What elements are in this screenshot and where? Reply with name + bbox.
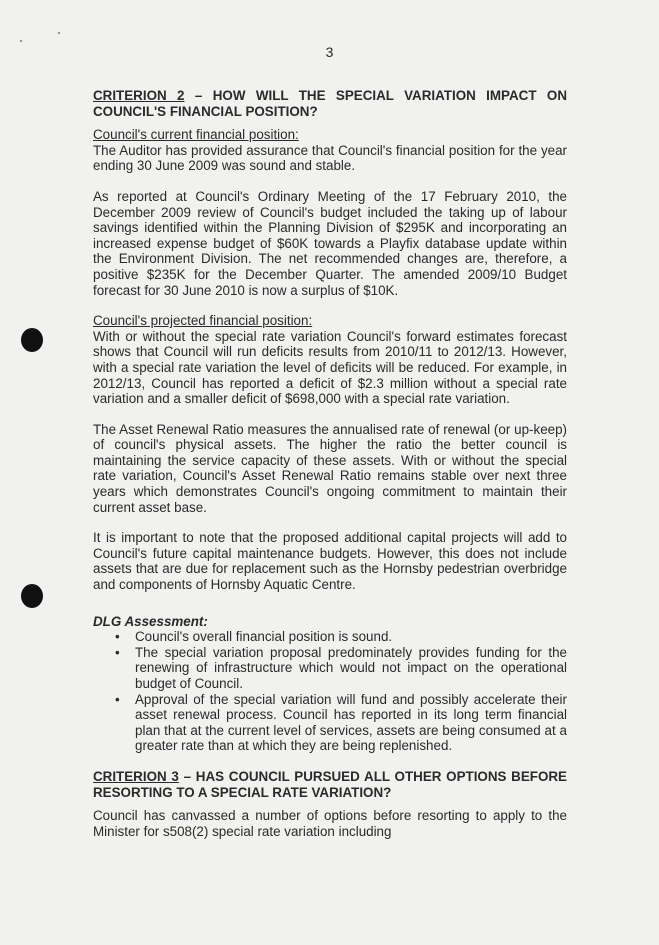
criterion-3-para-1: Council has canvassed a number of options before resorting to apply to the Minister for s508(2) special rate variation including bbox=[93, 808, 567, 839]
bullet-icon: • bbox=[115, 644, 120, 660]
projected-position-para-1: With or without the special rate variation Council's forward estimates forecast shows that Council will run deficits results from 2010/11 to 2012/13. However, with a special rate variation the level of deficits will be reduced. For example, in 2012/13, Council has reported a deficit of $2.3 million without a special rate variation and a smaller deficit of $698,000 with a special rate variation. bbox=[93, 328, 567, 407]
current-position-subheading: Council's current financial position: bbox=[93, 127, 299, 143]
projected-position-subheading: Council's projected financial position: bbox=[93, 313, 313, 329]
dlg-assessment-heading: DLG Assessment: bbox=[93, 613, 208, 629]
punch-hole-bottom bbox=[21, 584, 43, 608]
list-item: • Council's overall financial position is sound. bbox=[115, 629, 393, 645]
dlg-assessment-list bbox=[93, 629, 567, 754]
criterion-3-title: – HAS COUNCIL PURSUED ALL OTHER OPTIONS BEFORE RESORTING TO A SPECIAL RATE VARIATION? bbox=[93, 768, 567, 800]
scan-speck bbox=[58, 32, 60, 34]
page-number: 3 bbox=[325, 44, 334, 60]
current-position-para-2: As reported at Council's Ordinary Meeting of the 17 February 2010, the December 2009 review of Council's budget included the taking up of labour savings identified within the Planning Division of $295K and incorporating an increased expense budget of $60K towards a Playfix database update within the Environment Division. The net recommended changes are, therefore, a positive $235K for the December Quarter. The amended 2009/10 Budget forecast for 30 June 2010 is now a surplus of $10K. bbox=[93, 188, 567, 298]
list-item: • Approval of the special variation will fund and possibly accelerate their asset renewal process. Council has reported in its long term financial plan that at the current level of services, assets are being consumed at a greater rate than at which they are being replenished. bbox=[115, 691, 567, 754]
scan-speck bbox=[20, 40, 22, 42]
current-position-para-1: The Auditor has provided assurance that Council's financial position for the year ending 30 June 2009 was sound and stable. bbox=[93, 142, 567, 174]
list-item: • The special variation proposal predominately provides funding for the renewing of infrastructure which would not impact on the operational budget of Council. bbox=[115, 644, 567, 691]
criterion-2-title: – HOW WILL THE SPECIAL VARIATION IMPACT ON COUNCIL'S FINANCIAL POSITION? bbox=[93, 88, 567, 119]
punch-hole-top bbox=[21, 328, 43, 352]
criterion-2-heading bbox=[93, 88, 567, 119]
projected-position-para-2: The Asset Renewal Ratio measures the annualised rate of renewal (or up-keep) of council's physical assets. The higher the ratio the better council is maintaining the service capacity of these assets. With or without the special rate variation, Council's Asset Renewal Ratio remains stable over next three years which demonstrates Council's ongoing commitment to maintain their current asset base. bbox=[93, 421, 567, 515]
projected-position-para-3: It is important to note that the proposed additional capital projects will add to Council's future capital maintenance budgets. However, this does not include assets that are due for replacement such as the Hornsby pedestrian overbridge and components of Hornsby Aquatic Centre. bbox=[93, 530, 567, 593]
bullet-icon: • bbox=[115, 691, 120, 707]
criterion-3-label: CRITERION 3 bbox=[93, 768, 179, 784]
document-body bbox=[93, 88, 567, 839]
bullet-icon: • bbox=[115, 629, 120, 645]
criterion-3-heading bbox=[93, 769, 567, 800]
criterion-2-label: CRITERION 2 bbox=[93, 88, 185, 103]
